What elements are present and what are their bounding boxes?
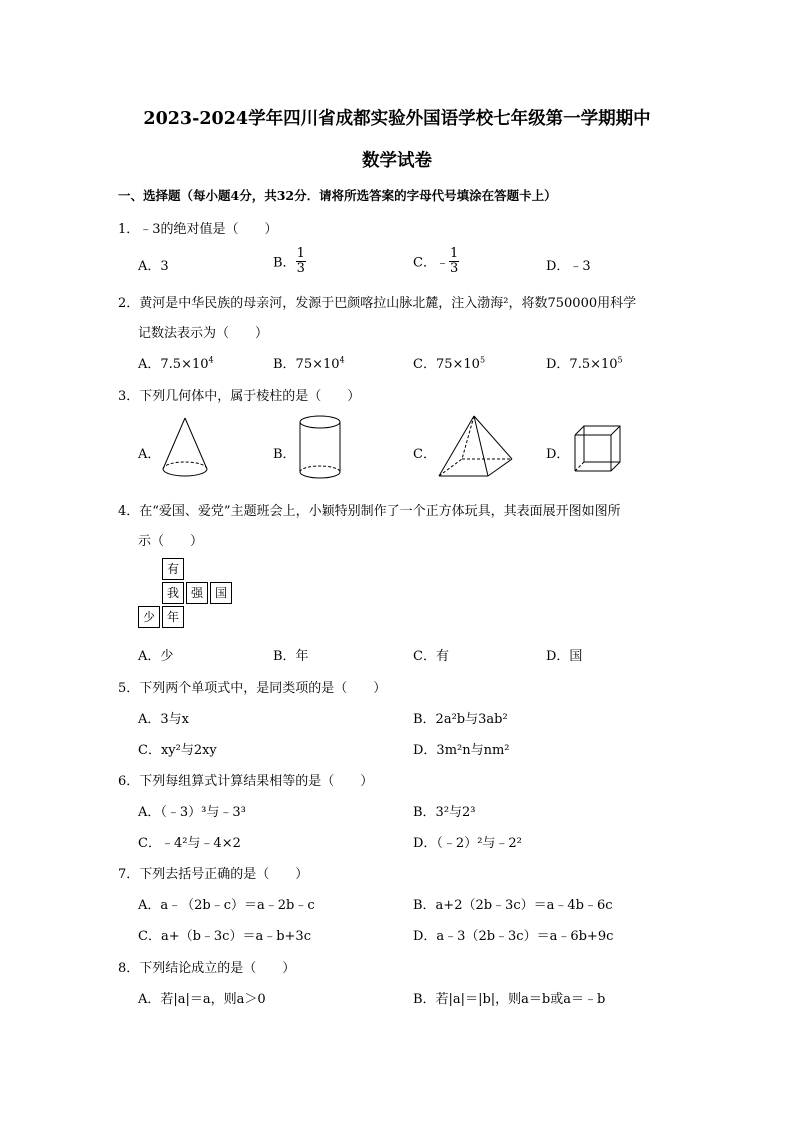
q8-option-a: A．若|a|＝a，则a＞0 <box>138 992 266 1007</box>
q6-option-a: A．（﹣3）³与﹣3³ <box>138 805 246 820</box>
q4-option-b: B．年 <box>273 649 309 664</box>
q6-option-d: D．（﹣2）²与﹣2² <box>413 836 522 851</box>
net-cell: 年 <box>162 606 184 628</box>
q4-option-c: C．有 <box>413 649 449 664</box>
question-4-stem-line1: 4．在“爱国、爱党”主题班会上，小颖特别制作了一个正方体玩具，其表面展开图如图所 <box>118 504 621 519</box>
q5-option-b: B．2a²b与3ab² <box>413 712 508 727</box>
net-cell: 我 <box>162 582 184 604</box>
q3-option-a-label: A． <box>138 447 161 462</box>
q2-option-b: B．$75\times 10^4$ <box>273 355 345 372</box>
q7-option-c: C．a+（b﹣3c）＝a﹣b+3c <box>138 929 311 944</box>
q3-option-b-label: B． <box>273 447 296 462</box>
question-1-stem: 1．﹣3的绝对值是（ ） <box>118 222 278 237</box>
q2-option-d: D．$7.5\times 10^5$ <box>546 355 623 372</box>
q2-option-a: A．$7.5\times 10^4$ <box>138 355 214 372</box>
page-subtitle: 数学试卷 <box>362 151 432 171</box>
q8-option-b: B．若|a|＝|b|，则a＝b或a＝﹣b <box>413 992 606 1007</box>
question-4-stem-line2: 示（ ） <box>138 534 204 549</box>
q1-option-d: D．﹣3 <box>546 259 591 274</box>
section-heading: 一、选择题（每小题4分，共32分．请将所选答案的字母代号填涂在答题卡上） <box>118 188 557 203</box>
net-cell: 有 <box>162 558 184 580</box>
net-cell: 国 <box>210 582 232 604</box>
q1-option-a: A．3 <box>138 259 169 274</box>
question-6-stem: 6．下列每组算式计算结果相等的是（ ） <box>118 774 374 789</box>
q7-option-a: A．a﹣（2b﹣c）＝a﹣2b﹣c <box>138 898 315 913</box>
question-2-stem-line2: 记数法表示为（ ） <box>138 326 269 341</box>
q5-option-c: C．xy²与2xy <box>138 743 217 758</box>
cylinder-figure <box>294 412 346 484</box>
page-title: 2023-2024学年四川省成都实验外国语学校七年级第一学期期中 <box>143 109 651 129</box>
q5-option-d: D．3m²n与nm² <box>413 743 510 758</box>
question-7-stem: 7．下列去括号正确的是（ ） <box>118 867 309 882</box>
q2-option-c: C．$75\times 10^5$ <box>413 355 486 372</box>
q4-option-a: A．少 <box>138 649 174 664</box>
net-cell: 强 <box>186 582 208 604</box>
cube-figure <box>572 423 624 475</box>
cone-figure <box>158 415 212 481</box>
q4-option-d: D．国 <box>546 649 583 664</box>
q3-option-d-label: D． <box>546 447 570 462</box>
question-2-stem-line1: 2．黄河是中华民族的母亲河，发源于巴颜喀拉山脉北麓，注入渤海²，将数750000用科学 <box>118 296 637 311</box>
cube-net-figure <box>138 558 238 630</box>
q1-option-b: B． $\frac{1}{3}$ <box>273 246 305 276</box>
q3-option-c-label: C． <box>413 447 436 462</box>
q7-option-b: B．a+2（2b﹣3c）＝a﹣4b﹣6c <box>413 898 613 913</box>
q5-option-a: A．3与x <box>138 712 189 727</box>
question-3-stem: 3．下列几何体中，属于棱柱的是（ ） <box>118 389 361 404</box>
pyramid-figure <box>436 413 516 485</box>
q6-option-c: C．﹣4²与﹣4×2 <box>138 836 241 851</box>
question-8-stem: 8．下列结论成立的是（ ） <box>118 961 296 976</box>
question-5-stem: 5．下列两个单项式中，是同类项的是（ ） <box>118 681 387 696</box>
q1-option-c: C．﹣ $\frac{1}{3}$ <box>413 246 459 276</box>
q7-option-d: D．a﹣3（2b﹣3c）＝a﹣6b+9c <box>413 929 614 944</box>
q6-option-b: B．3²与2³ <box>413 805 476 820</box>
net-cell: 少 <box>138 606 160 628</box>
